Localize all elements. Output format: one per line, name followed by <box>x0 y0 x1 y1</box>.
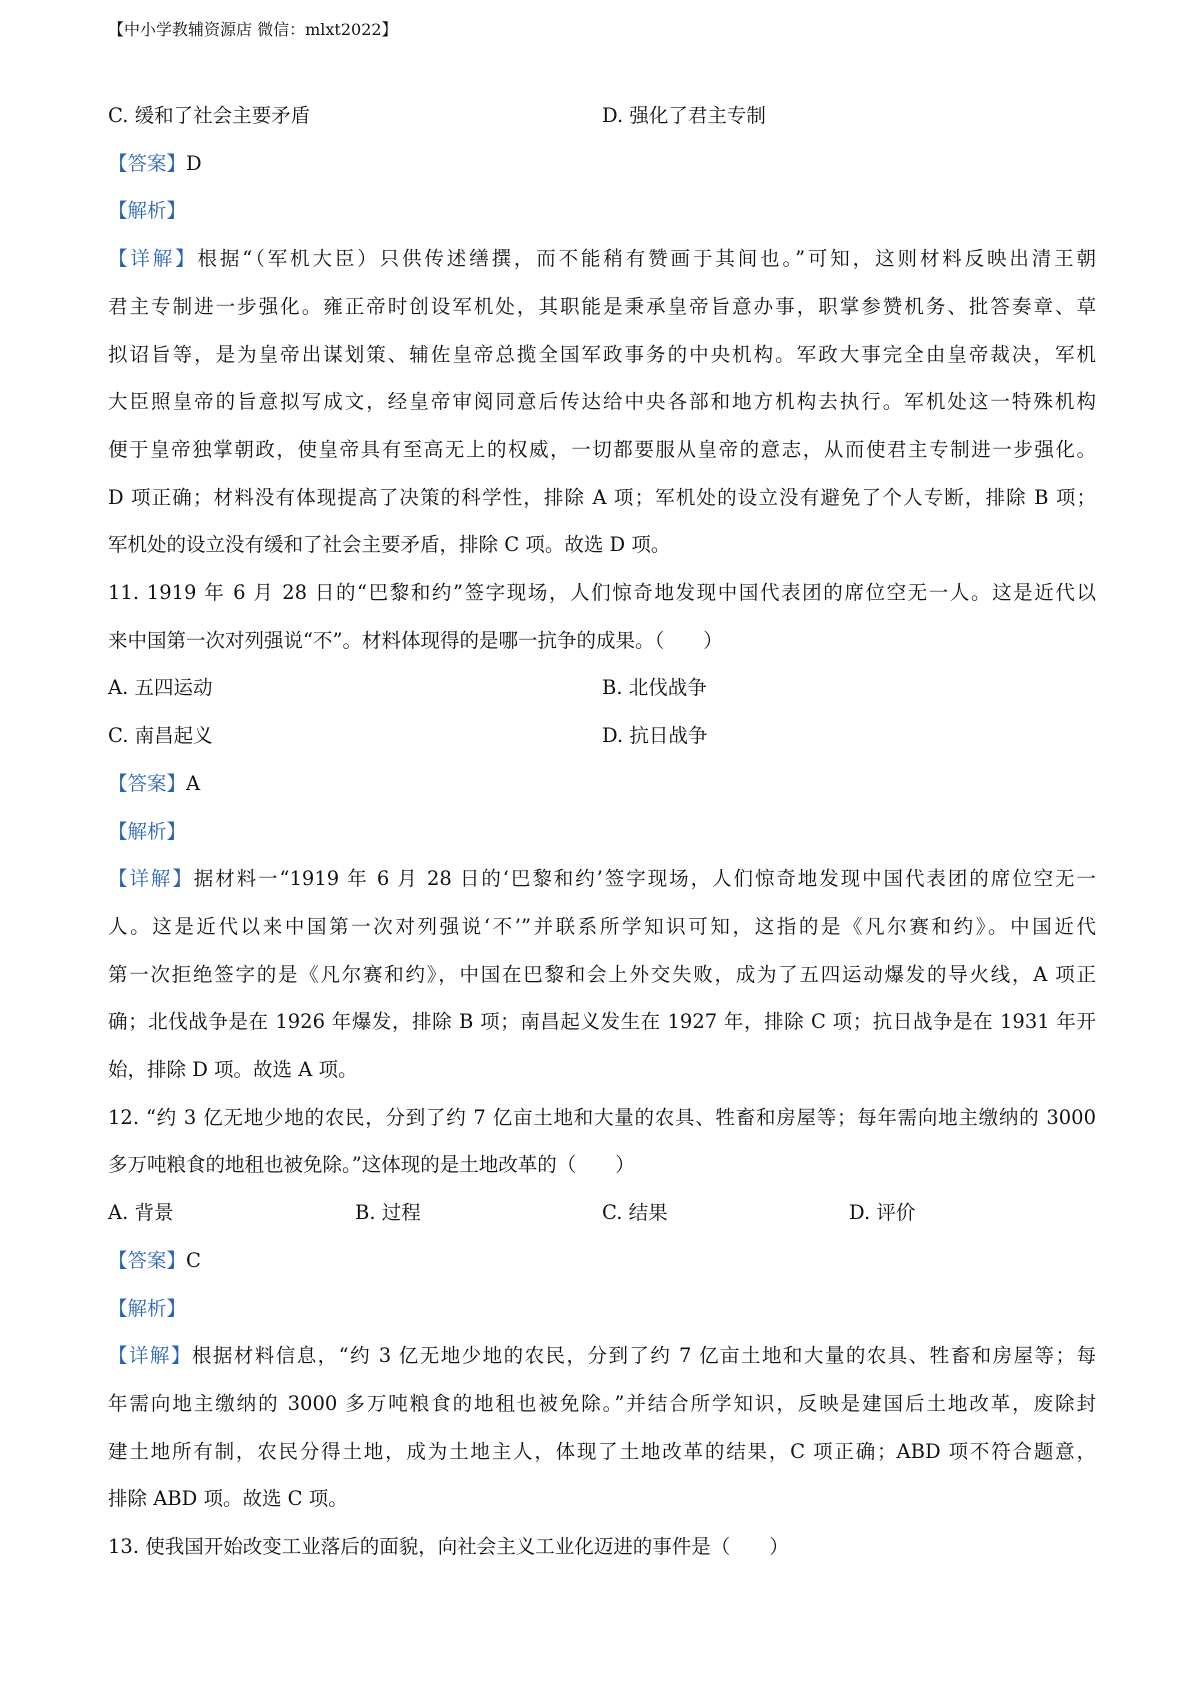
q10-detail-line: 拟诏旨等，是为皇帝出谋划策、辅佐皇帝总揽全国军政事务的中央机构。军政大事完全由皇帝裁决，军机 <box>108 342 1096 366</box>
document-body <box>108 92 1096 1571</box>
q10-option-c: C. 缓和了社会主要矛盾 <box>108 104 311 127</box>
answer-tag: 【答案】 <box>108 771 187 795</box>
q10-detail-line: 【详解】根据“（军机大臣）只供传述缮撰，而不能稍有赞画于其间也。”可知，这则材料反映出清王朝 <box>108 247 1096 271</box>
q11-detail-line: 始，排除 D 项。故选 A 项。 <box>108 1058 358 1082</box>
q12-analysis <box>108 1285 1096 1333</box>
q12-option-a: A. 背景 <box>108 1201 174 1225</box>
q10-analysis <box>108 187 1096 235</box>
q11-answer-value: A <box>186 771 201 795</box>
detail-tag: 【详解】 <box>108 867 194 891</box>
q10-detail-line: 大臣照皇帝的旨意拟写成文，经皇帝审阅同意后传达给中央各部和地方机构去执行。军机处这一特殊机构 <box>108 390 1096 414</box>
q13-question: 13. 使我国开始改变工业落后的面貌，向社会主义工业化迈进的事件是（ ） <box>108 1535 789 1559</box>
q11-answer <box>108 760 1096 808</box>
q11-detail-line: 人。这是近代以来中国第一次对列强说‘不’”并联系所学知识可知，这指的是《凡尔赛和约》。中国近代 <box>108 914 1096 938</box>
analysis-tag: 【解析】 <box>108 199 187 223</box>
q10-detail <box>108 235 1096 569</box>
q11-options-row1 <box>108 664 1096 712</box>
q11-option-c: C. 南昌起义 <box>108 724 213 748</box>
q12-question-line: 12. “约 3 亿无地少地的农民，分到了约 7 亿亩土地和大量的农具、牲畜和房屋等；每年需向地主缴纳的 3000 <box>108 1105 1096 1129</box>
q12-option-b: B. 过程 <box>355 1201 421 1225</box>
q11-detail-line: 【详解】据材料一“1919 年 6 月 28 日的‘巴黎和约’签字现场，人们惊奇地发现中国代表团的席位空无一 <box>108 867 1096 891</box>
q11-detail <box>108 855 1096 1094</box>
q12-question-line: 多万吨粮食的地租也被免除。”这体现的是土地改革的（ ） <box>108 1153 635 1177</box>
q11-question-line: 来中国第一次对列强说“不”。材料体现得的是哪一抗争的成果。（ ） <box>108 628 723 652</box>
q12-options <box>108 1189 1096 1237</box>
q11-option-a: A. 五四运动 <box>108 676 213 700</box>
page-header-watermark: 【中小学教辅资源店 微信：mlxt2022】 <box>108 20 398 39</box>
q11-option-b: B. 北伐战争 <box>602 676 707 700</box>
answer-tag: 【答案】 <box>108 1248 187 1272</box>
q12-answer-value: C <box>186 1248 201 1272</box>
q11-option-d: D. 抗日战争 <box>602 724 708 748</box>
analysis-tag: 【解析】 <box>108 1296 187 1320</box>
q12-detail-line: 年需向地主缴纳的 3000 多万吨粮食的地租也被免除。”并结合所学知识，反映是建国后土地改革，废除封 <box>108 1391 1096 1415</box>
q12-option-c: C. 结果 <box>602 1201 668 1225</box>
q10-options <box>108 92 1096 140</box>
answer-tag: 【答案】 <box>108 151 187 175</box>
q11-options-row2 <box>108 712 1096 760</box>
q10-detail-line: 君主专制进一步强化。雍正帝时创设军机处，其职能是秉承皇帝旨意办事，职掌参赞机务、批答奏章、草 <box>108 294 1096 318</box>
detail-tag: 【详解】 <box>108 247 198 271</box>
q10-option-d: D. 强化了君主专制 <box>602 104 766 127</box>
q12-detail-line: 【详解】根据材料信息，“约 3 亿无地少地的农民，分到了约 7 亿亩土地和大量的农具、牲畜和房屋等；每 <box>108 1344 1096 1368</box>
q11-detail-line: 确；北伐战争是在 1926 年爆发，排除 B 项；南昌起义发生在 1927 年，排除 C 项；抗日战争是在 1931 年开 <box>108 1010 1096 1034</box>
q10-answer-value: D <box>186 151 202 175</box>
q10-answer <box>108 140 1096 188</box>
q12-answer <box>108 1237 1096 1285</box>
q12-option-d: D. 评价 <box>849 1201 916 1225</box>
q12-detail-line: 排除 ABD 项。故选 C 项。 <box>108 1487 348 1511</box>
analysis-tag: 【解析】 <box>108 819 187 843</box>
q11-question <box>108 569 1096 664</box>
q11-detail-line: 第一次拒绝签字的是《凡尔赛和约》，中国在巴黎和会上外交失败，成为了五四运动爆发的导火线，A 项正 <box>108 962 1096 986</box>
q12-question <box>108 1094 1096 1189</box>
detail-tag: 【详解】 <box>108 1344 192 1368</box>
q11-analysis <box>108 808 1096 856</box>
q10-detail-line: 军机处的设立没有缓和了社会主要矛盾，排除 C 项。故选 D 项。 <box>108 533 671 557</box>
q10-detail-line: 便于皇帝独掌朝政，使皇帝具有至高无上的权威，一切都要服从皇帝的意志，从而使君主专制进一步强化。 <box>108 437 1096 461</box>
q10-detail-line: D 项正确；材料没有体现提高了决策的科学性，排除 A 项；军机处的设立没有避免了个人专断，排除 B 项； <box>108 485 1096 509</box>
q11-question-line: 11. 1919 年 6 月 28 日的“巴黎和约”签字现场，人们惊奇地发现中国代表团的席位空无一人。这是近代以 <box>108 581 1096 605</box>
q12-detail <box>108 1332 1096 1523</box>
q12-detail-line: 建土地所有制，农民分得土地，成为土地主人，体现了土地改革的结果，C 项正确；ABD 项不符合题意， <box>108 1439 1096 1463</box>
